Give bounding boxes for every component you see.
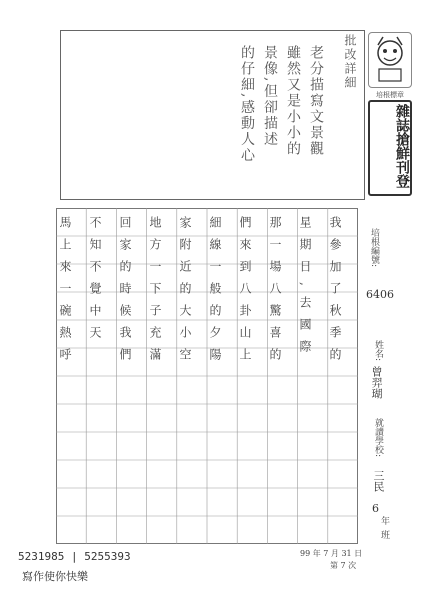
essay-column-7: 地方一下子充滿 bbox=[148, 216, 162, 370]
essay-column-6: 家附近的大小空 bbox=[178, 216, 192, 370]
contact-numbers: 5231985 | 5255393 bbox=[18, 550, 131, 563]
comment-line-1: 老分描寫文景觀 bbox=[308, 45, 324, 157]
school-label: 就讀學校: bbox=[373, 418, 383, 458]
stamp-label: 培根標章 bbox=[376, 91, 404, 99]
essay-column-4: 們來到八卦山上 bbox=[238, 216, 252, 370]
name-value: 曾羿瑚 bbox=[370, 366, 383, 399]
essay-column-3: 那一場八驚喜的 bbox=[268, 216, 282, 370]
comment-line-4: 的仔細,感動人心 bbox=[239, 45, 255, 164]
comment-label: 批改詳細 bbox=[343, 34, 357, 90]
name-label: 姓名: bbox=[373, 340, 383, 362]
essay-column-10: 馬上來一碗熱呼 bbox=[58, 216, 72, 370]
slogan: 寫作使你快樂 bbox=[22, 570, 88, 583]
mascot-icon bbox=[369, 33, 411, 87]
seal-text: 雜誌搶鮮刊登 bbox=[394, 104, 410, 188]
essay-column-8: 回家的時候我們 bbox=[118, 216, 132, 370]
comment-line-2: 雖然又是小小的 bbox=[285, 45, 301, 157]
page-line: 第 7 次 bbox=[330, 561, 357, 570]
grade-label: 年 bbox=[379, 516, 389, 525]
comment-line-3: 景像,但卻描述 bbox=[262, 45, 278, 148]
writing-grid bbox=[56, 208, 358, 544]
class-label: 班 bbox=[379, 530, 389, 539]
id-value: 6406 bbox=[366, 288, 394, 301]
grade-value: 6 bbox=[372, 502, 379, 515]
school-value: 三民 bbox=[372, 470, 385, 492]
mascot-stamp bbox=[368, 32, 412, 88]
essay-column-5: 細線一般的夕陽 bbox=[208, 216, 222, 370]
essay-column-2: 星期日,去國際 bbox=[298, 216, 312, 362]
teacher-comment-box bbox=[60, 30, 365, 200]
essay-column-1: 我參加了秋季的 bbox=[328, 216, 342, 370]
date-line: 99 年 7 月 31 日 bbox=[300, 549, 363, 558]
id-label: 培根編號: bbox=[369, 228, 379, 268]
essay-column-9: 不知不覺中天 bbox=[88, 216, 102, 348]
